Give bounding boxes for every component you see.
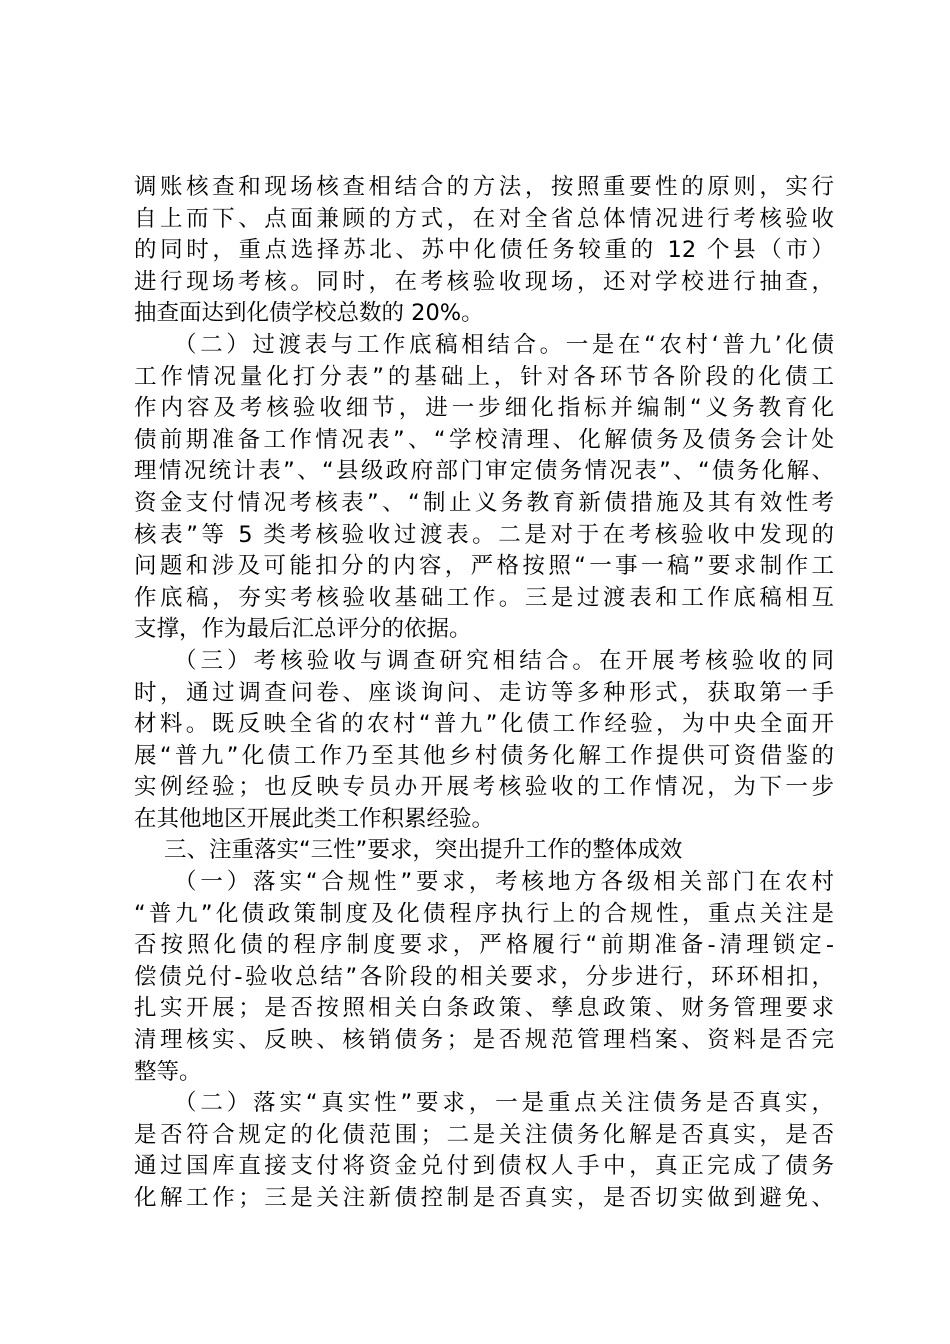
text-line: 支撑，作为最后汇总评分的依据。 [134, 616, 472, 643]
text-line: 材料。既反映全省的农村“普九”化债工作经验，为中央全面开 [134, 711, 834, 738]
text-line: 抽查面达到化债学校总数的 20%。 [134, 300, 484, 327]
text-line: 理情况统计表”、“县级政府部门审定债务情况表”、“债务化解、 [134, 458, 834, 485]
text-line: （二）过渡表与工作底稿相结合。一是在“农村‘普九’化债 [174, 331, 834, 358]
text-line: 偿债兑付-验收总结”各阶段的相关要求，分步进行，环环相扣， [134, 963, 834, 990]
text-line: （三）考核验收与调查研究相结合。在开展考核验收的同 [174, 647, 834, 674]
section-heading: 三、注重落实“三性”要求，突出提升工作的整体成效 [164, 837, 683, 864]
text-line: 的同时，重点选择苏北、苏中化债任务较重的 12 个县（市） [134, 237, 834, 264]
text-line: 实例经验；也反映专员办开展考核验收的工作情况，为下一步 [134, 774, 834, 801]
text-line: 化解工作；三是关注新债控制是否真实，是否切实做到避免、 [134, 1185, 834, 1211]
text-line: 在其他地区开展此类工作积累经验。 [134, 805, 495, 832]
text-line: 整等。 [134, 1058, 202, 1085]
text-line: 时，通过调查问卷、座谈询问、走访等多种形式，获取第一手 [134, 679, 834, 706]
text-line: 问题和涉及可能扣分的内容，严格按照“一事一稿”要求制作工 [134, 553, 834, 580]
text-line: 扎实开展；是否按照相关白条政策、孳息政策、财务管理要求 [134, 995, 834, 1022]
text-line: 工作情况量化打分表”的基础上，针对各环节各阶段的化债工 [134, 363, 834, 390]
text-line: 是否符合规定的化债范围；二是关注债务化解是否真实，是否 [134, 1121, 834, 1148]
text-line: 资金支付情况考核表”、“制止义务教育新债措施及其有效性考 [134, 489, 834, 516]
text-line: 通过国库直接支付将资金兑付到债权人手中，真正完成了债务 [134, 1153, 834, 1180]
text-line: （一）落实“合规性”要求，考核地方各级相关部门在农村 [174, 869, 834, 896]
text-line: 债前期准备工作情况表”、“学校清理、化解债务及债务会计处 [134, 426, 834, 453]
document-body [134, 172, 834, 1215]
text-line: 调账核查和现场核查相结合的方法，按照重要性的原则，实行 [134, 174, 834, 200]
text-line: 清理核实、反映、核销债务；是否规范管理档案、资料是否完 [134, 1027, 834, 1054]
text-line: 自上而下、点面兼顾的方式，在对全省总体情况进行考核验收 [134, 205, 834, 232]
text-line: 作底稿，夯实考核验收基础工作。三是过渡表和工作底稿相互 [134, 584, 834, 611]
text-line: 进行现场考核。同时，在考核验收现场，还对学校进行抽查， [134, 268, 834, 295]
text-line: 否按照化债的程序制度要求，严格履行“前期准备-清理锁定- [134, 932, 834, 959]
text-line: 核表”等 5 类考核验收过渡表。二是对于在考核验收中发现的 [134, 521, 834, 548]
text-line: （二）落实“真实性”要求，一是重点关注债务是否真实， [174, 1090, 834, 1117]
text-line: 作内容及考核验收细节，进一步细化指标并编制“义务教育化 [134, 395, 834, 422]
text-line: 展“普九”化债工作乃至其他乡村债务化解工作提供可资借鉴的 [134, 742, 834, 769]
text-line: “普九”化债政策制度及化债程序执行上的合规性，重点关注是 [134, 900, 834, 927]
